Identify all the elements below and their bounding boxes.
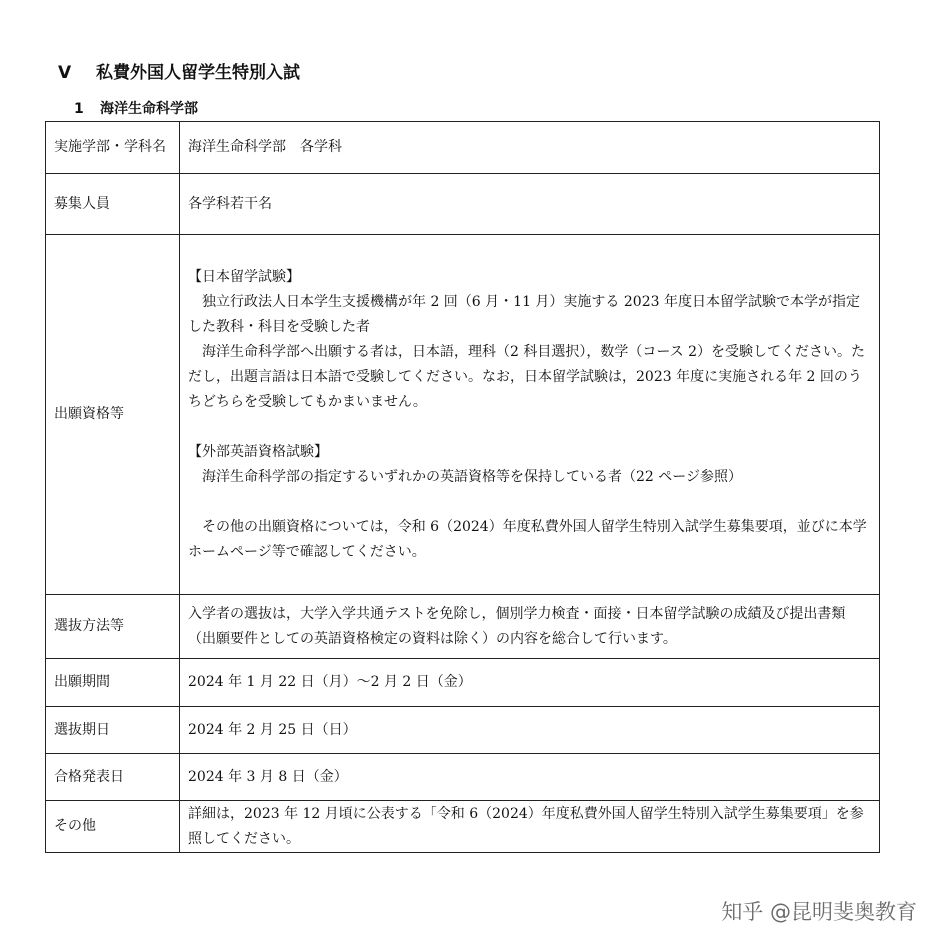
subsection-heading [74, 98, 198, 118]
value-selection: 入学者の選抜は，大学入学共通テストを免除し，個別学力検査・面接・日本留学試験の成績及び提出書類（出願要件としての英語資格検定の資料は除く）の内容を総合して行います。 [180, 595, 880, 659]
section-number: V [58, 63, 72, 83]
watermark: 知乎 @昆明斐奥教育 [721, 900, 917, 924]
section-title: 私費外国人留学生特別入試 [96, 63, 300, 83]
admission-table [45, 121, 880, 853]
subsection-title: 海洋生命科学部 [100, 101, 198, 117]
eju-text-1: 独立行政法人日本学生支援機構が年 2 回（6 月・11 月）実施する 2023 年度日本留学試験で本学が指定した教科・科目を受験した者 [188, 293, 860, 335]
label-exam-date: 選抜期日 [46, 707, 180, 754]
label-selection: 選抜方法等 [46, 595, 180, 659]
row-other [46, 801, 880, 853]
section-heading [58, 58, 300, 83]
value-eligibility [180, 235, 880, 595]
value-other: 詳細は，2023 年 12 月頃に公表する「令和 6（2024）年度私費外国人留学生特別入試学生募集要項」を参照してください。 [180, 801, 880, 853]
english-text: 海洋生命科学部の指定するいずれかの英語資格等を保持している者（22 ページ参照） [202, 468, 742, 485]
english-heading: 【外部英語資格試験】 [188, 443, 328, 460]
value-faculty: 海洋生命科学部 各学科 [180, 122, 880, 174]
eju-heading: 【日本留学試験】 [188, 268, 300, 285]
label-application-period: 出願期間 [46, 659, 180, 707]
row-selection [46, 595, 880, 659]
other-eligibility-text: その他の出願資格については，令和 6（2024）年度私費外国人留学生特別入試学生募集要項，並びに本学ホームページ等で確認してください。 [188, 518, 867, 560]
subsection-number: 1 [74, 101, 84, 117]
row-announcement [46, 754, 880, 801]
label-announcement: 合格発表日 [46, 754, 180, 801]
value-exam-date: 2024 年 2 月 25 日（日） [180, 707, 880, 754]
label-other: その他 [46, 801, 180, 853]
value-announcement: 2024 年 3 月 8 日（金） [180, 754, 880, 801]
label-faculty: 実施学部・学科名 [46, 122, 180, 174]
row-application-period [46, 659, 880, 707]
row-exam-date [46, 707, 880, 754]
value-capacity: 各学科若干名 [180, 174, 880, 235]
eju-text-2: 海洋生命科学部へ出願する者は，日本語，理科（2 科目選択），数学（コース 2）を受験してください。ただし，出題言語は日本語で受験してください。なお，日本留学試験は，2023 年度に実施される年 2 回のうちどちらを受験してもかまいません。 [188, 343, 866, 410]
row-capacity [46, 174, 880, 235]
value-application-period: 2024 年 1 月 22 日（月）～2 月 2 日（金） [180, 659, 880, 707]
row-eligibility [46, 235, 880, 595]
label-eligibility: 出願資格等 [46, 235, 180, 595]
label-capacity: 募集人員 [46, 174, 180, 235]
row-faculty [46, 122, 880, 174]
